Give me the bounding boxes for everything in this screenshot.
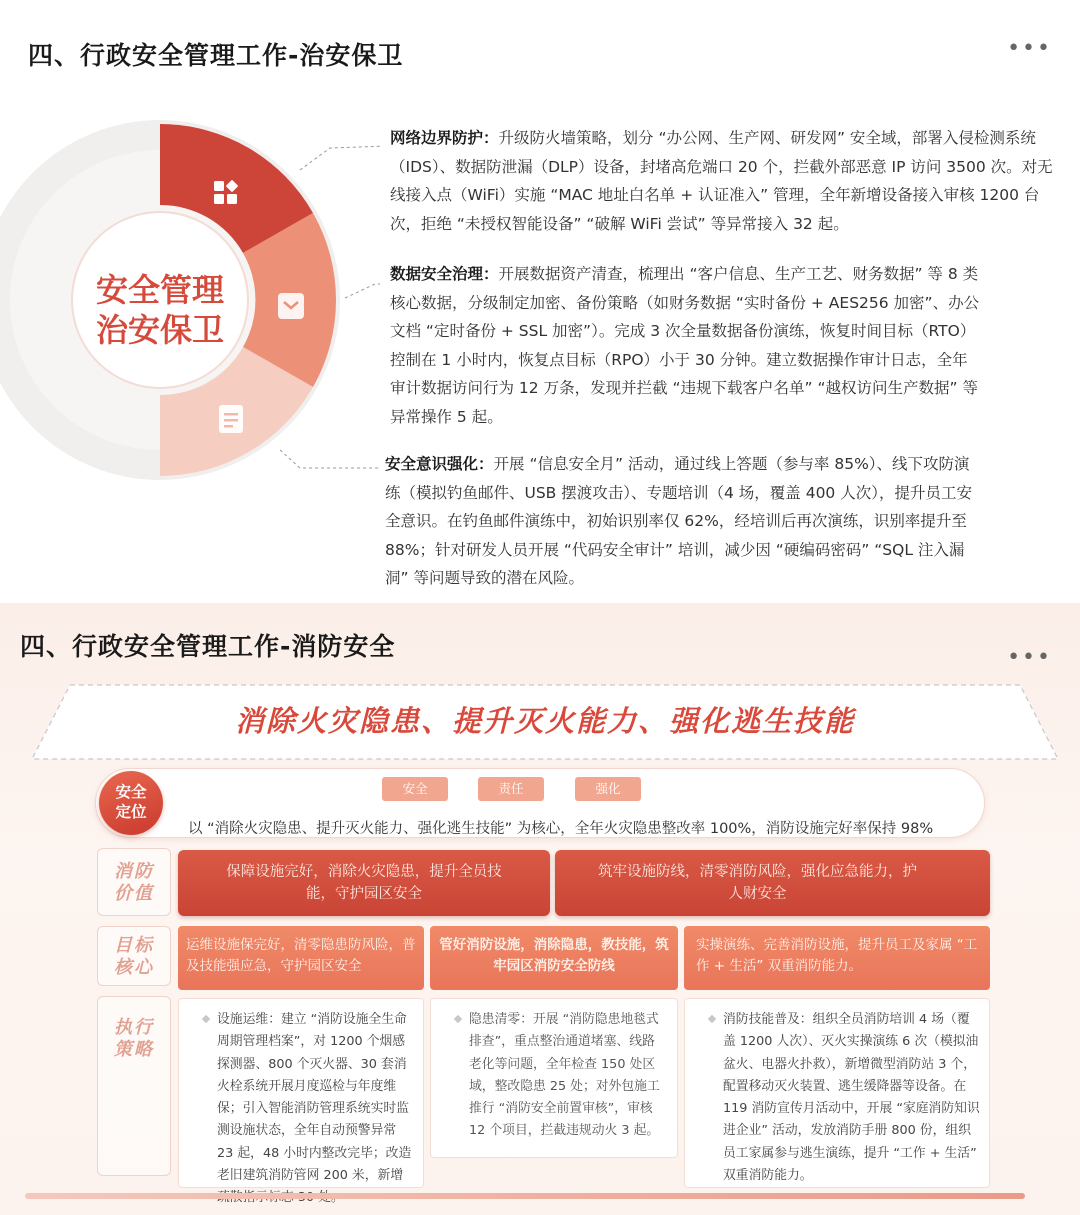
strategy-box-3 [684,998,990,1188]
strategy-text: 隐患清零：开展 “消防隐患地毯式排查”，重点整治通道堵塞、线路老化等问题，全年检查 150 处区域，整改隐患 25 处；对外包施工推行 “消防安全前置审核”，审核 12 个项目，拦截违规动火 3 起。 [469,1012,660,1139]
fire-safety-section [0,603,1080,1215]
goal-box-3: 实操演练、完善消防设施，提升员工及家属 “工作 + 生活” 双重消防能力。 [684,926,990,990]
connector-data [345,284,380,298]
label-fire-value: 消防 价值 [97,848,171,916]
strategy-box-1 [178,998,424,1188]
tag-safety: 安全 [382,777,448,801]
more-options-icon[interactable]: ••• [1007,645,1052,670]
awareness-paragraph [385,450,980,593]
section-title: 四、行政安全管理工作-消防安全 [20,632,396,661]
page-title: 四、行政安全管理工作-治安保卫 [28,41,404,70]
tag-strengthen: 强化 [575,777,641,801]
connector-network [300,146,380,170]
value-box-1: 保障设施完好，消除火灾隐患，提升全员技能，守护园区安全 [178,850,550,916]
paragraph-body: 开展 “信息安全月” 活动，通过线上答题（参与率 85%）、线下攻防演练（模拟钓鱼邮件、USB 摆渡攻击）、专题培训（4 场，覆盖 400 人次），提升员工安全意识。在钓鱼邮件演练中，初始识别率仅 62%，经培训后再次演练，识别率提升至 88%；针对研发人员开展 “代码安全审计” 培训，减少因 “硬编码密码” “SQL 注入漏洞” 等问题导致的潜在风险。 [385,455,972,587]
strategy-text: 消防技能普及：组织全员消防培训 4 场（覆盖 1200 人次）、灭火实操演练 6 次（模拟油盆火、电器火扑救），新增微型消防站 3 个，配置移动灭火装置、逃生缓降器等设备。在 119 消防宣传月活动中，开展 “家庭消防知识进企业” 活动，发放消防手册 800 份，组织员工家属参与逃生演练，提升 “工作 + 生活” 双重消防能力。 [723,1012,980,1184]
base-divider [25,1193,1025,1199]
clipboard-check-icon [278,293,304,319]
circle-title: 安全管理 治安保卫 [95,271,224,349]
data-security-paragraph [390,260,980,431]
network-protection-paragraph [390,124,1055,238]
document-icon [219,405,243,433]
bullet-icon [454,1015,462,1023]
paragraph-heading: 网络边界防护： [390,129,499,147]
strategy-box-2 [430,998,678,1158]
bullet-icon [708,1015,716,1023]
tag-responsibility: 责任 [478,777,544,801]
strategy-text: 设施运维：建立 “消防设施全生命周期管理档案”，对 1200 个烟感探测器、800 个灭火器、30 套消火栓系统开展月度巡检与年度维保；引入智能消防管理系统实时监测设施状态，全年自动预警异常 23 起，48 小时内整改完毕；改造老旧建筑消防管网 200 米，新增 [217,1012,412,1184]
connector-awareness [280,450,380,468]
goal-box-1: 运维设施保完好，清零隐患防风险，普及技能强应急，守护园区安全 [178,926,424,990]
bullet-icon [202,1015,210,1023]
security-section [0,0,1080,603]
goal-box-2: 管好消防设施，消除隐患，教技能，筑牢园区消防安全防线 [430,926,678,990]
label-execution-strategy: 执行 策略 [97,996,171,1176]
slogan-text: 消除火灾隐患、提升灭火能力、强化逃生技能 [234,704,855,738]
positioning-badge: 安全 定位 [99,771,163,835]
more-options-icon[interactable]: ••• [1007,36,1052,61]
paragraph-body: 开展数据资产清查，梳理出 “客户信息、生产工艺、财务数据” 等 8 类核心数据，分级制定加密、备份策略（如财务数据 “实时备份 + AES256 加密”、办公文档 “定时备份 + SSL 加密”）。完成 3 次全量数据备份演练，恢复时间目标（RTO）控制在 1 小时内，恢复点目标（RPO）小于 30 分钟。建立数据操作审计日志，全年审计数据访问行为 12 万条，发现并拦截 “违规下载客户名单” “越权访问生产数据” 等异常操作 5 起。 [390,265,980,426]
label-core-goal: 目标 核心 [97,926,171,986]
value-box-2: 筑牢设施防线，清零消防风险，强化应急能力，护人财安全 [555,850,990,916]
positioning-text: 以 “消除火灾隐患、提升灭火能力、强化逃生技能” 为核心，全年火灾隐患整改率 100%，消防设施完好率保持 98% [188,821,934,837]
paragraph-heading: 数据安全治理： [390,265,499,283]
paragraph-heading: 安全意识强化： [385,455,494,473]
paragraph-body: 升级防火墙策略，划分 “办公网、生产网、研发网” 安全域，部署入侵检测系统（IDS）、数据防泄漏（DLP）设备，封堵高危端口 20 个，拦截外部恶意 IP 访问 3500 次。对无线接入点（WiFi）实施 “MAC 地址白名单 + 认证准入” 管理，全年新增设备接入审核 1200 台次，拒绝 “未授权智能设备” “破解 WiFi 尝试” 等异常接入 32 起。 [390,129,1053,233]
